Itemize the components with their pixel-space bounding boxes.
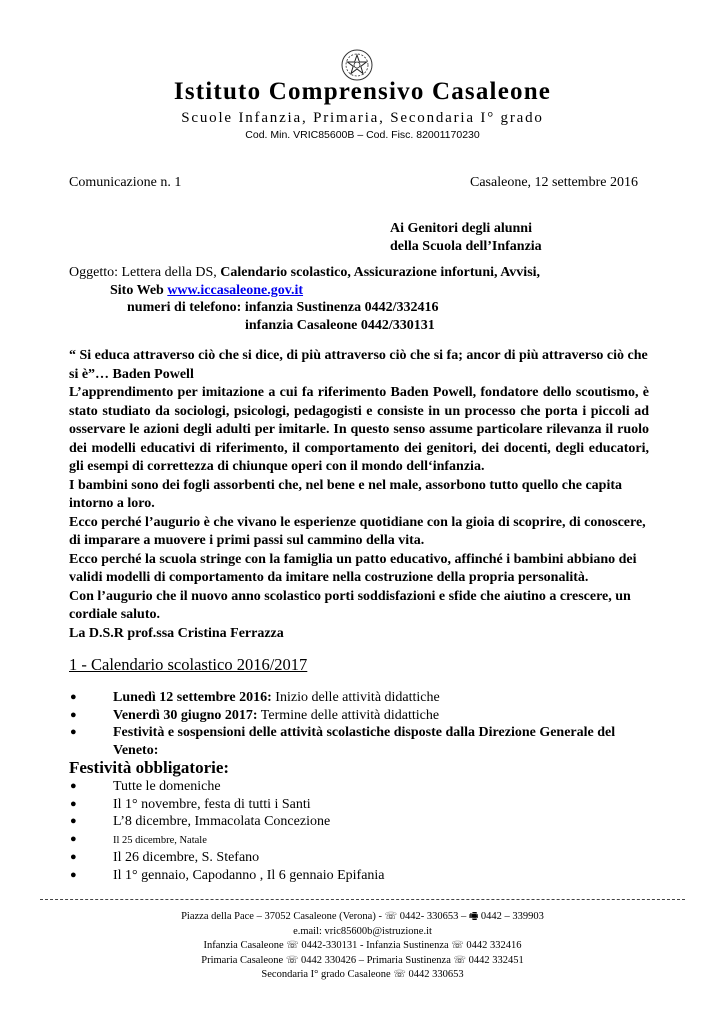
footer-address-line: Piazza della Pace – 37052 Casaleone (Verona) - ☏ 0442- 330653 – 🖷 0442 – 339903 [181, 911, 544, 922]
footer-divider [40, 899, 685, 900]
section-title: 1 - Calendario scolastico 2016/2017 [69, 655, 308, 674]
list-item: ● Tutte le domeniche [70, 779, 221, 794]
telephone-icon: ☏ [393, 969, 406, 981]
signature: La D.S.R prof.ssa Cristina Ferrazza [69, 625, 284, 641]
telephone-icon: ☏ [453, 954, 466, 966]
letter-paragraph: Ecco perché la scuola stringe con la famiglia un patto educativo, affinché i bambini abbiano dei validi modelli di comportamento da imitare nella costruzione della propria personalità. [69, 551, 637, 585]
footer-email: e.mail: vric85600b@istruzione.it [293, 925, 432, 937]
footer [0, 910, 725, 983]
calendar-list [69, 689, 649, 759]
italian-republic-emblem-icon [340, 48, 374, 82]
subject-label: Oggetto: Lettera della DS, [69, 265, 221, 280]
footer-primaria-line: Primaria Casaleone ☏ 0442 330426 – Primaria Sustinenza ☏ 0442 332451 [201, 954, 524, 966]
bullet-icon: ● [70, 780, 77, 792]
site-line [110, 282, 303, 300]
bullet-icon: ● [70, 691, 77, 703]
letter-paragraph: Con l’augurio che il nuovo anno scolastico porti soddisfazioni e sfide che aiutino a crescere, un cordiale saluto. [69, 588, 631, 622]
fax-icon: 🖷 [468, 911, 479, 922]
communication-number: Comunicazione n. 1 [69, 175, 182, 190]
holidays-list [69, 778, 649, 884]
telephone-icon: ☏ [451, 940, 464, 952]
phone-line-1: numeri di telefono: infanzia Sustinenza 0442/332416 [127, 300, 439, 315]
telephone-icon: ☏ [285, 954, 299, 966]
subject-topics: Calendario scolastico, Assicurazione infortuni, Avvisi, [220, 265, 541, 280]
bullet-icon: ● [70, 708, 77, 721]
bullet-icon: ● [70, 851, 77, 863]
list-item: ● Il 1° gennaio, Capodanno , Il 6 gennaio Epifania [70, 867, 385, 883]
bullet-icon: ● [70, 726, 77, 738]
recipient-line-2: della Scuola dell’Infanzia [390, 239, 542, 254]
list-item: ● Il 1° novembre, festa di tutti i Santi [70, 796, 311, 812]
school-subtitle: Scuole Infanzia, Primaria, Secondaria I° grado [181, 110, 544, 126]
list-item: ● Il 25 dicembre, Natale [69, 831, 649, 850]
recipient-line-1: Ai Genitori degli alunni [390, 221, 532, 236]
bullet-icon: ● [70, 797, 77, 810]
letter-paragraph: Ecco perché l’augurio è che vivano le esperienze quotidiane con la gioia di scoprire, di conoscere, di imparare a muovere i primi passi sul cammino della vita. [69, 514, 646, 548]
list-item: ● Il 26 dicembre, S. Stefano [70, 850, 260, 865]
website-link[interactable]: www.iccasaleone.gov.it [167, 283, 304, 298]
holidays-title: Festività obbligatorie: [69, 758, 230, 777]
letter-body [69, 347, 649, 643]
footer-infanzia-line: Infanzia Casaleone ☏ 0442-330131 - Infanzia Sustinenza ☏ 0442 332416 [203, 940, 522, 952]
telephone-icon: ☏ [384, 911, 398, 922]
bullet-icon: ● [70, 815, 77, 827]
list-item: ● Venerdì 30 giugno 2017: Termine delle attività didattiche [70, 707, 440, 723]
list-item: ● Festività e sospensioni delle attività scolastiche disposte dalla Direzione Generale del Veneto: [70, 725, 616, 758]
bullet-icon: ● [70, 868, 77, 881]
school-name: Istituto Comprensivo Casaleone [173, 78, 552, 105]
phone-line-2: infanzia Casaleone 0442/330131 [245, 318, 435, 333]
school-codes: Cod. Min. VRIC85600B – Cod. Fisc. 82001170230 [245, 129, 480, 141]
letter-paragraph: L’apprendimento per imitazione a cui fa riferimento Baden Powell, fondatore dello scoutismo, è stato studiato da sociologi, psicologi, pedagogisti e consiste in un processo che porta i piccoli ad osservare le azioni degli adulti per imitarle. In questo senso assume particolare rilevanza il ruolo dei modelli educativi di riferimento, il comportamento dei genitori, dei docenti, degli educatori, gli esempi di correttezza di chiunque operi con il mondo dell‘infanzia. [69, 385, 649, 474]
list-item: ● Lunedì 12 settembre 2016: Inizio delle attività didattiche [70, 690, 440, 705]
letter-paragraph: I bambini sono dei fogli assorbenti che, nel bene e nel male, assorbono tutto quello che capita intorno a loro. [69, 477, 623, 511]
list-item: ● L’8 dicembre, Immacolata Concezione [70, 814, 331, 829]
subject-line [69, 264, 540, 282]
letter-quote: “ Si educa attraverso ciò che si dice, di più attraverso ciò che si fa; ancor di più attraverso ciò che si è”… Baden Powell [69, 348, 648, 382]
footer-secondaria-line: Secondaria I° grado Casaleone ☏ 0442 330653 [261, 969, 464, 981]
place-date: Casaleone, 12 settembre 2016 [470, 175, 638, 190]
telephone-icon: ☏ [286, 940, 299, 952]
bullet-icon: ● [70, 832, 77, 845]
site-label: Sito Web [110, 283, 168, 298]
